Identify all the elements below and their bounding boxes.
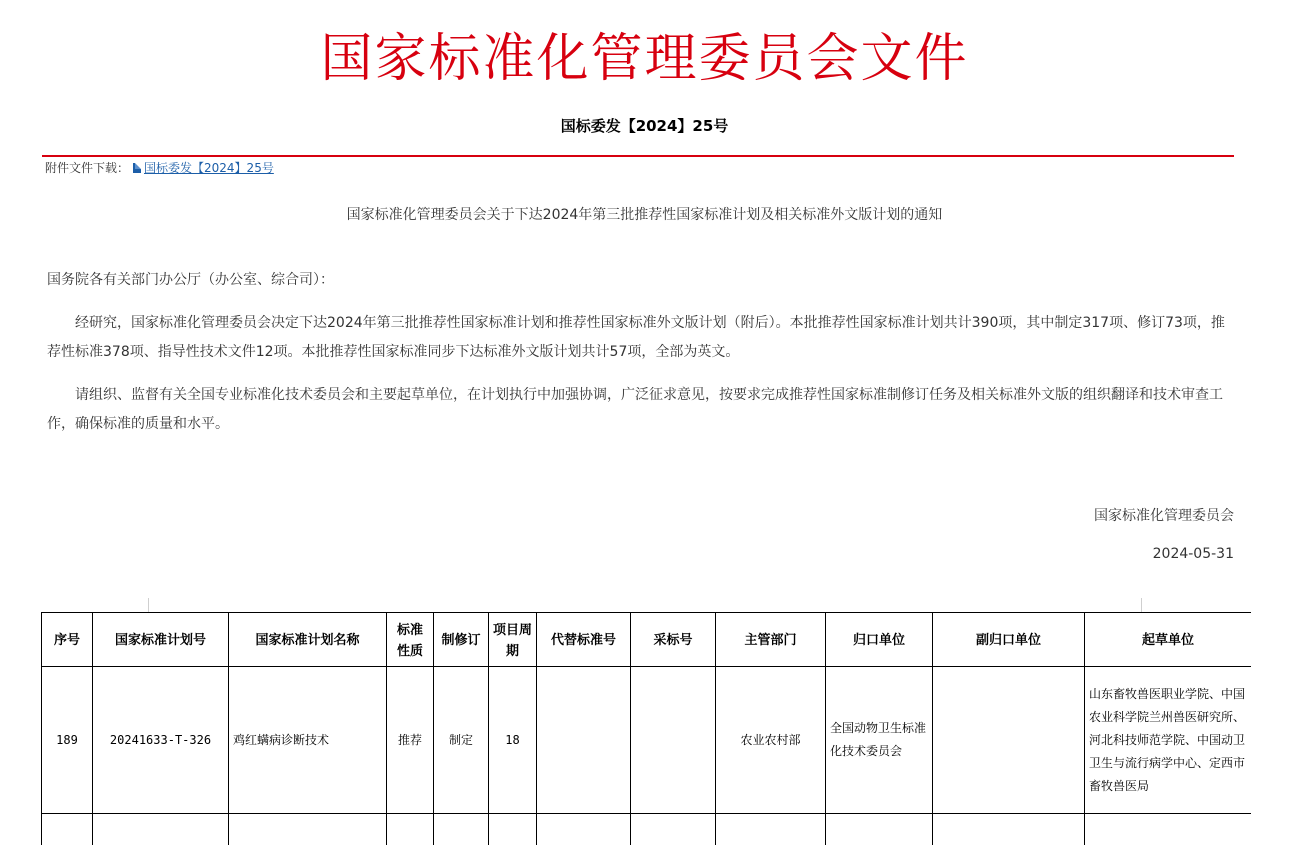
addressee: 国务院各有关部门办公厅（办公室、综合司）： (47, 272, 334, 288)
table-row (42, 667, 1252, 814)
file-icon (133, 163, 141, 173)
plan-table (41, 612, 1251, 845)
header-plan-name: 国家标准计划名称 (229, 613, 387, 667)
header-sub-tc: 副归口单位 (933, 613, 1085, 667)
cell-nature: 推荐 (387, 667, 434, 814)
header-plan-no: 国家标准计划号 (93, 613, 229, 667)
plan-table-container (41, 612, 1251, 845)
cell-empty (489, 814, 537, 845)
attachment-download (45, 159, 274, 177)
header-drafter: 起草单位 (1085, 613, 1252, 667)
cell-dept: 农业农村部 (716, 667, 826, 814)
cell-plan-no: 20241633-T-326 (93, 667, 229, 814)
cell-period: 18 (489, 667, 537, 814)
document-number: 国标委发【2024】25号 (560, 117, 729, 135)
header-nature: 标准性质 (387, 613, 434, 667)
red-divider (42, 155, 1234, 157)
cell-empty (387, 814, 434, 845)
table-row (42, 814, 1252, 845)
header-seq: 序号 (42, 613, 93, 667)
table-tick-right (1141, 598, 1142, 612)
document-title: 国家标准化管理委员会文件 (320, 29, 969, 89)
header-revision: 制修订 (434, 613, 489, 667)
cell-revision: 制定 (434, 667, 489, 814)
cell-empty (434, 814, 489, 845)
header-tc: 归口单位 (826, 613, 933, 667)
cell-sub-tc (933, 667, 1085, 814)
cell-empty (631, 814, 716, 845)
table-header-row (42, 613, 1252, 667)
attachment-link[interactable]: 国标委发【2024】25号 (144, 161, 274, 175)
cell-plan-name: 鸡红螨病诊断技术 (229, 667, 387, 814)
table-tick-left (148, 598, 149, 612)
body-paragraph-2: 请组织、监督有关全国专业标准化技术委员会和主要起草单位，在计划执行中加强协调，广泛征求意见，按要求完成推荐性国家标准制修订任务及相关标准外文版的组织翻译和技术审查工作，确保标准的质量和水平。 (47, 387, 1223, 432)
notice-title: 国家标准化管理委员会关于下达2024年第三批推荐性国家标准计划及相关标准外文版计划的通知 (346, 207, 943, 223)
header-adopted: 采标号 (631, 613, 716, 667)
attachment-label: 附件文件下载： (45, 161, 130, 175)
cell-empty (229, 814, 387, 845)
cell-empty (93, 814, 229, 845)
issue-date: 2024-05-31 (1152, 546, 1234, 562)
cell-adopted (631, 667, 716, 814)
header-replaces: 代替标准号 (537, 613, 631, 667)
cell-empty (1085, 814, 1252, 845)
header-period: 项目周期 (489, 613, 537, 667)
cell-empty (933, 814, 1085, 845)
cell-empty (826, 814, 933, 845)
cell-seq: 189 (42, 667, 93, 814)
cell-empty (537, 814, 631, 845)
cell-empty (716, 814, 826, 845)
signature: 国家标准化管理委员会 (1094, 508, 1234, 524)
header-dept: 主管部门 (716, 613, 826, 667)
cell-tc: 全国动物卫生标准化技术委员会 (826, 667, 933, 814)
cell-replaces (537, 667, 631, 814)
cell-empty (42, 814, 93, 845)
body-paragraph-1: 经研究，国家标准化管理委员会决定下达2024年第三批推荐性国家标准计划和推荐性国家标准外文版计划（附后）。本批推荐性国家标准计划共计390项，其中制定317项、修订73项，推荐性标准378项、指导性技术文件12项。本批推荐性国家标准同步下达标准外文版计划共计57项，全部为英文。 (47, 315, 1225, 360)
cell-drafter: 山东畜牧兽医职业学院、中国农业科学院兰州兽医研究所、河北科技师范学院、中国动卫卫生与流行病学中心、定西市畜牧兽医局 (1085, 667, 1252, 814)
